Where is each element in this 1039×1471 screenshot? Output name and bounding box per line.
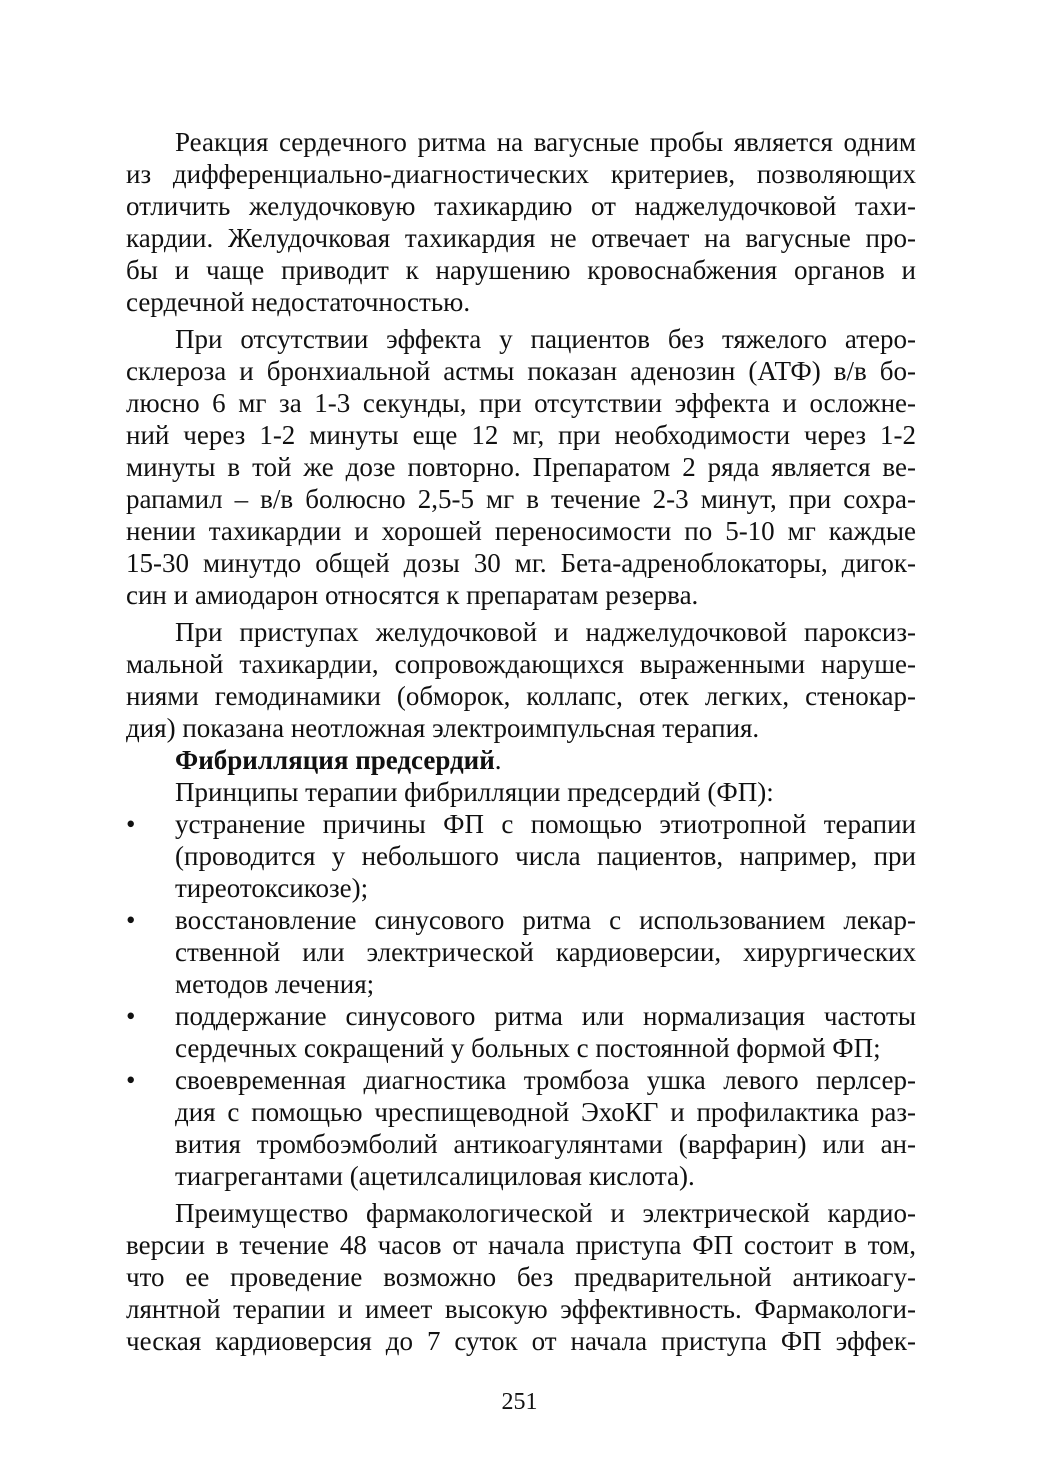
p3-line-4: дия) показана неотложная электроимпульсная терапия.: [126, 713, 760, 743]
bullet-3-text-1: поддержание синусового ритма или нормализация частоты: [175, 1001, 916, 1031]
p2-line-9: син и амиодарон относятся к препаратам резерва.: [126, 580, 699, 610]
p4-line-3: что ее проведение возможно без предварительной антикоагу-: [126, 1262, 916, 1292]
p3-line-3: ниями гемодинамики (обморок, коллапс, отек легких, стенокар-: [126, 681, 916, 711]
bullet-1-line-2: (проводится у небольшого числа пациентов, например, при: [175, 841, 916, 871]
heading-text: Фибрилляция предсердий: [175, 745, 495, 775]
p1-line-3: отличить желудочковую тахикардию от наджелудочковой тахи-: [126, 191, 916, 221]
p4-line-5: ческая кардиоверсия до 7 суток от начала приступа ФП эффек-: [126, 1326, 916, 1356]
p1-line-1: Реакция сердечного ритма на вагусные пробы является одним: [175, 127, 916, 157]
p2-line-7: нении тахикардии и хорошей переносимости по 5-10 мг каждые: [126, 516, 916, 546]
bullet-3-line-2: сердечных сокращений у больных с постоянной формой ФП;: [175, 1033, 881, 1063]
bullet-2-line-2: ственной или электрической кардиоверсии, хирургических: [175, 937, 916, 967]
p3-line-1: При приступах желудочковой и наджелудочковой пароксиз-: [175, 617, 916, 647]
bullet-1-line-1: [126, 808, 916, 840]
p2-line-4: ний через 1-2 минуты еще 12 мг, при необходимости через 1-2: [126, 420, 916, 450]
p2-line-6: рапамил – в/в болюсно 2,5-5 мг в течение 2-3 минут, при сохра-: [126, 484, 916, 514]
principles-intro: Принципы терапии фибрилляции предсердий (ФП):: [175, 777, 774, 807]
bullet-4-line-2: дия с помощью чреспищеводной ЭхоКГ и профилактика раз-: [175, 1097, 916, 1127]
p4-line-1: Преимущество фармакологической и электрической кардио-: [175, 1198, 916, 1228]
bullet-1-text-1: устранение причины ФП с помощью этиотропной терапии: [175, 809, 916, 839]
bullet-2-text-1: восстановление синусового ритма с использованием лекар-: [175, 905, 916, 935]
bullet-marker: •: [126, 905, 136, 935]
p2-line-8: 15-30 минутдо общей дозы 30 мг. Бета-адреноблокаторы, дигок-: [126, 548, 916, 578]
bullet-marker: •: [126, 1065, 136, 1095]
p1-line-2: из дифференциально-диагностических критериев, позволяющих: [126, 159, 916, 189]
p4-line-4: лянтной терапии и имеет высокую эффективность. Фармакологи-: [126, 1294, 916, 1324]
bullet-marker: •: [126, 809, 136, 839]
p2-line-2: склероза и бронхиальной астмы показан аденозин (АТФ) в/в бо-: [126, 356, 916, 386]
p2-line-1: При отсутствии эффекта у пациентов без тяжелого атеро-: [175, 324, 916, 354]
bullet-2-line-3: методов лечения;: [175, 969, 375, 999]
p4-line-2: версии в течение 48 часов от начала приступа ФП состоит в том,: [126, 1230, 916, 1260]
p1-line-5: бы и чаще приводит к нарушению кровоснабжения органов и: [126, 255, 916, 285]
bullet-1-line-3: тиреотоксикозе);: [175, 873, 369, 903]
bullet-marker: •: [126, 1001, 136, 1031]
p1-line-4: кардии. Желудочковая тахикардия не отвечает на вагусные про-: [126, 223, 916, 253]
p2-line-3: люсно 6 мг за 1-3 секунды, при отсутствии эффекта и осложне-: [126, 388, 916, 418]
bullet-3-line-1: [126, 1000, 916, 1032]
heading-period: .: [494, 745, 502, 775]
p2-line-5: минуты в той же дозе повторно. Препаратом 2 ряда является ве-: [126, 452, 916, 482]
section-heading: [126, 744, 916, 776]
p3-line-2: мальной тахикардии, сопровождающихся выраженными наруше-: [126, 649, 916, 679]
bullet-4-text-1: своевременная диагностика тромбоза ушка левого перлсер-: [175, 1065, 916, 1095]
p1-line-6: сердечной недостаточностью.: [126, 287, 471, 317]
bullet-4-line-4: тиагрегантами (ацетилсалициловая кислота).: [175, 1161, 695, 1191]
page-number: 251: [501, 1389, 538, 1415]
bullet-4-line-3: вития тромбоэмболий антикоагулянтами (варфарин) или ан-: [175, 1129, 916, 1159]
bullet-2-line-1: [126, 904, 916, 936]
bullet-4-line-1: [126, 1064, 916, 1096]
